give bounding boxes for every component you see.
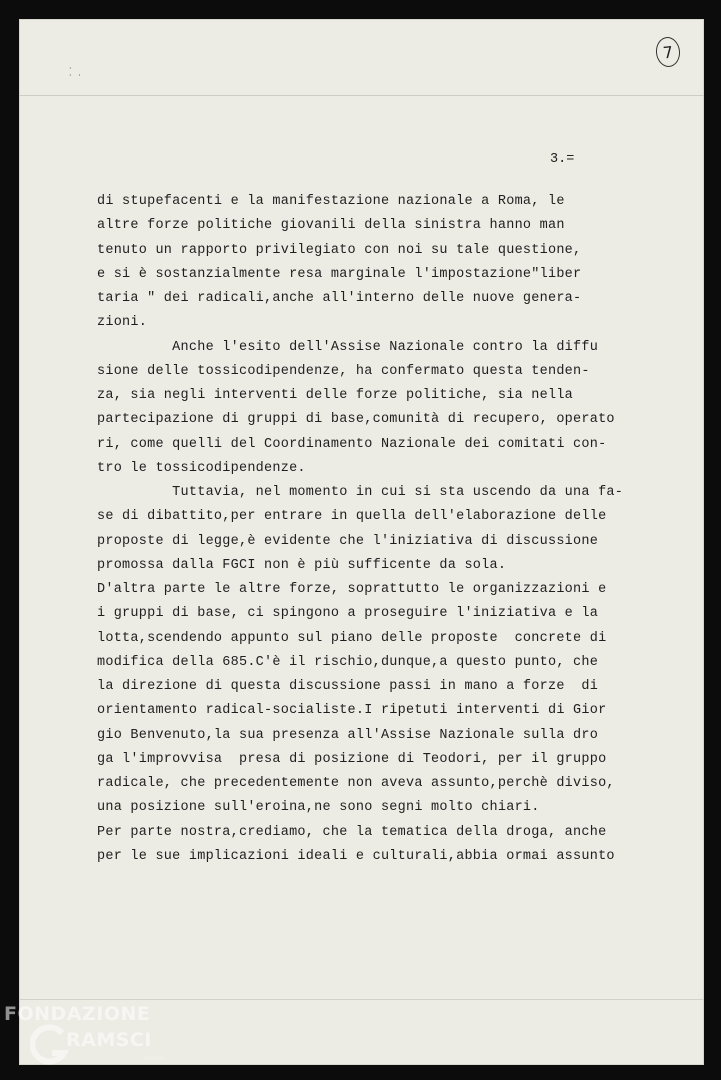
text-line: tenuto un rapporto privilegiato con noi su tale questione, <box>97 242 582 258</box>
text-line: la direzione di questa discussione passi in mano a forze di <box>97 679 599 694</box>
text-line: za, sia negli interventi delle forze politiche, sia nella <box>97 388 574 403</box>
watermark-line2: RAMSCI <box>66 1029 152 1051</box>
text-line: promossa dalla FGCI non è più sufficente da sola. <box>97 557 507 573</box>
watermark-sub: onlus <box>144 1053 166 1062</box>
fold-line-bottom <box>19 999 704 1000</box>
text-line: tro le tossicodipendenze. <box>97 460 306 476</box>
page-label: 3.= <box>550 152 575 167</box>
gramsci-g-logo <box>30 1023 70 1067</box>
text-line: Anche l'esito dell'Assise Nazionale contro la diffu <box>97 339 599 355</box>
text-line: e si è sostanzialmente resa marginale l'impostazione"liber <box>97 266 582 282</box>
ink-specks: · · · <box>69 64 83 80</box>
text-line: di stupefacenti e la manifestazione nazionale a Roma, le <box>97 194 565 209</box>
text-line: Tuttavia, nel momento in cui si sta uscendo da una fa- <box>97 485 624 500</box>
text-line: modifica della 685.C'è il rischio,dunque,a questo punto, che <box>97 654 599 670</box>
text-line: ri, come quelli del Coordinamento Nazionale dei comitati con- <box>97 436 607 452</box>
text-line: per le sue implicazioni ideali e culturali,abbia ormai assunto <box>97 848 615 864</box>
text-line: partecipazione di gruppi di base,comunità di recupero, operato <box>97 412 615 428</box>
folio-number: 7 <box>654 36 681 68</box>
text-line: ga l'improvvisa presa di posizione di Teodori, per il gruppo <box>97 751 607 767</box>
text-line: altre forze politiche giovanili della sinistra hanno man <box>97 218 565 234</box>
text-line: i gruppi di base, ci spingono a proseguire l'iniziativa e la <box>97 606 599 622</box>
text-line: taria " dei radicali,anche all'interno delle nuove genera- <box>97 291 582 306</box>
text-line: gio Benvenuto,la sua presenza all'Assise Nazionale sulla dro <box>97 727 599 743</box>
text-line: proposte di legge,è evidente che l'iniziativa di discussione <box>97 533 599 549</box>
text-line: zioni. <box>97 315 148 331</box>
text-line: sione delle tossicodipendenze, ha confermato questa tenden- <box>97 363 590 379</box>
watermark-line1: FONDAZIONE <box>4 1003 151 1025</box>
text-line: orientamento radical-socialiste.I ripetuti interventi di Gior <box>97 703 607 719</box>
text-line: D'altra parte le altre forze, soprattutto le organizzazioni e <box>97 582 607 597</box>
text-line: se di dibattito,per entrare in quella dell'elaborazione delle <box>97 509 607 525</box>
archive-watermark <box>4 1003 194 1073</box>
text-line: Per parte nostra,crediamo, che la tematica della droga, anche <box>97 824 607 840</box>
text-line: lotta,scendendo appunto sul piano delle proposte concrete di <box>97 630 607 646</box>
text-line: una posizione sull'eroina,ne sono segni molto chiari. <box>97 800 540 816</box>
fold-line-top <box>19 95 704 96</box>
text-line: radicale, che precedentemente non aveva assunto,perchè diviso, <box>97 776 615 791</box>
